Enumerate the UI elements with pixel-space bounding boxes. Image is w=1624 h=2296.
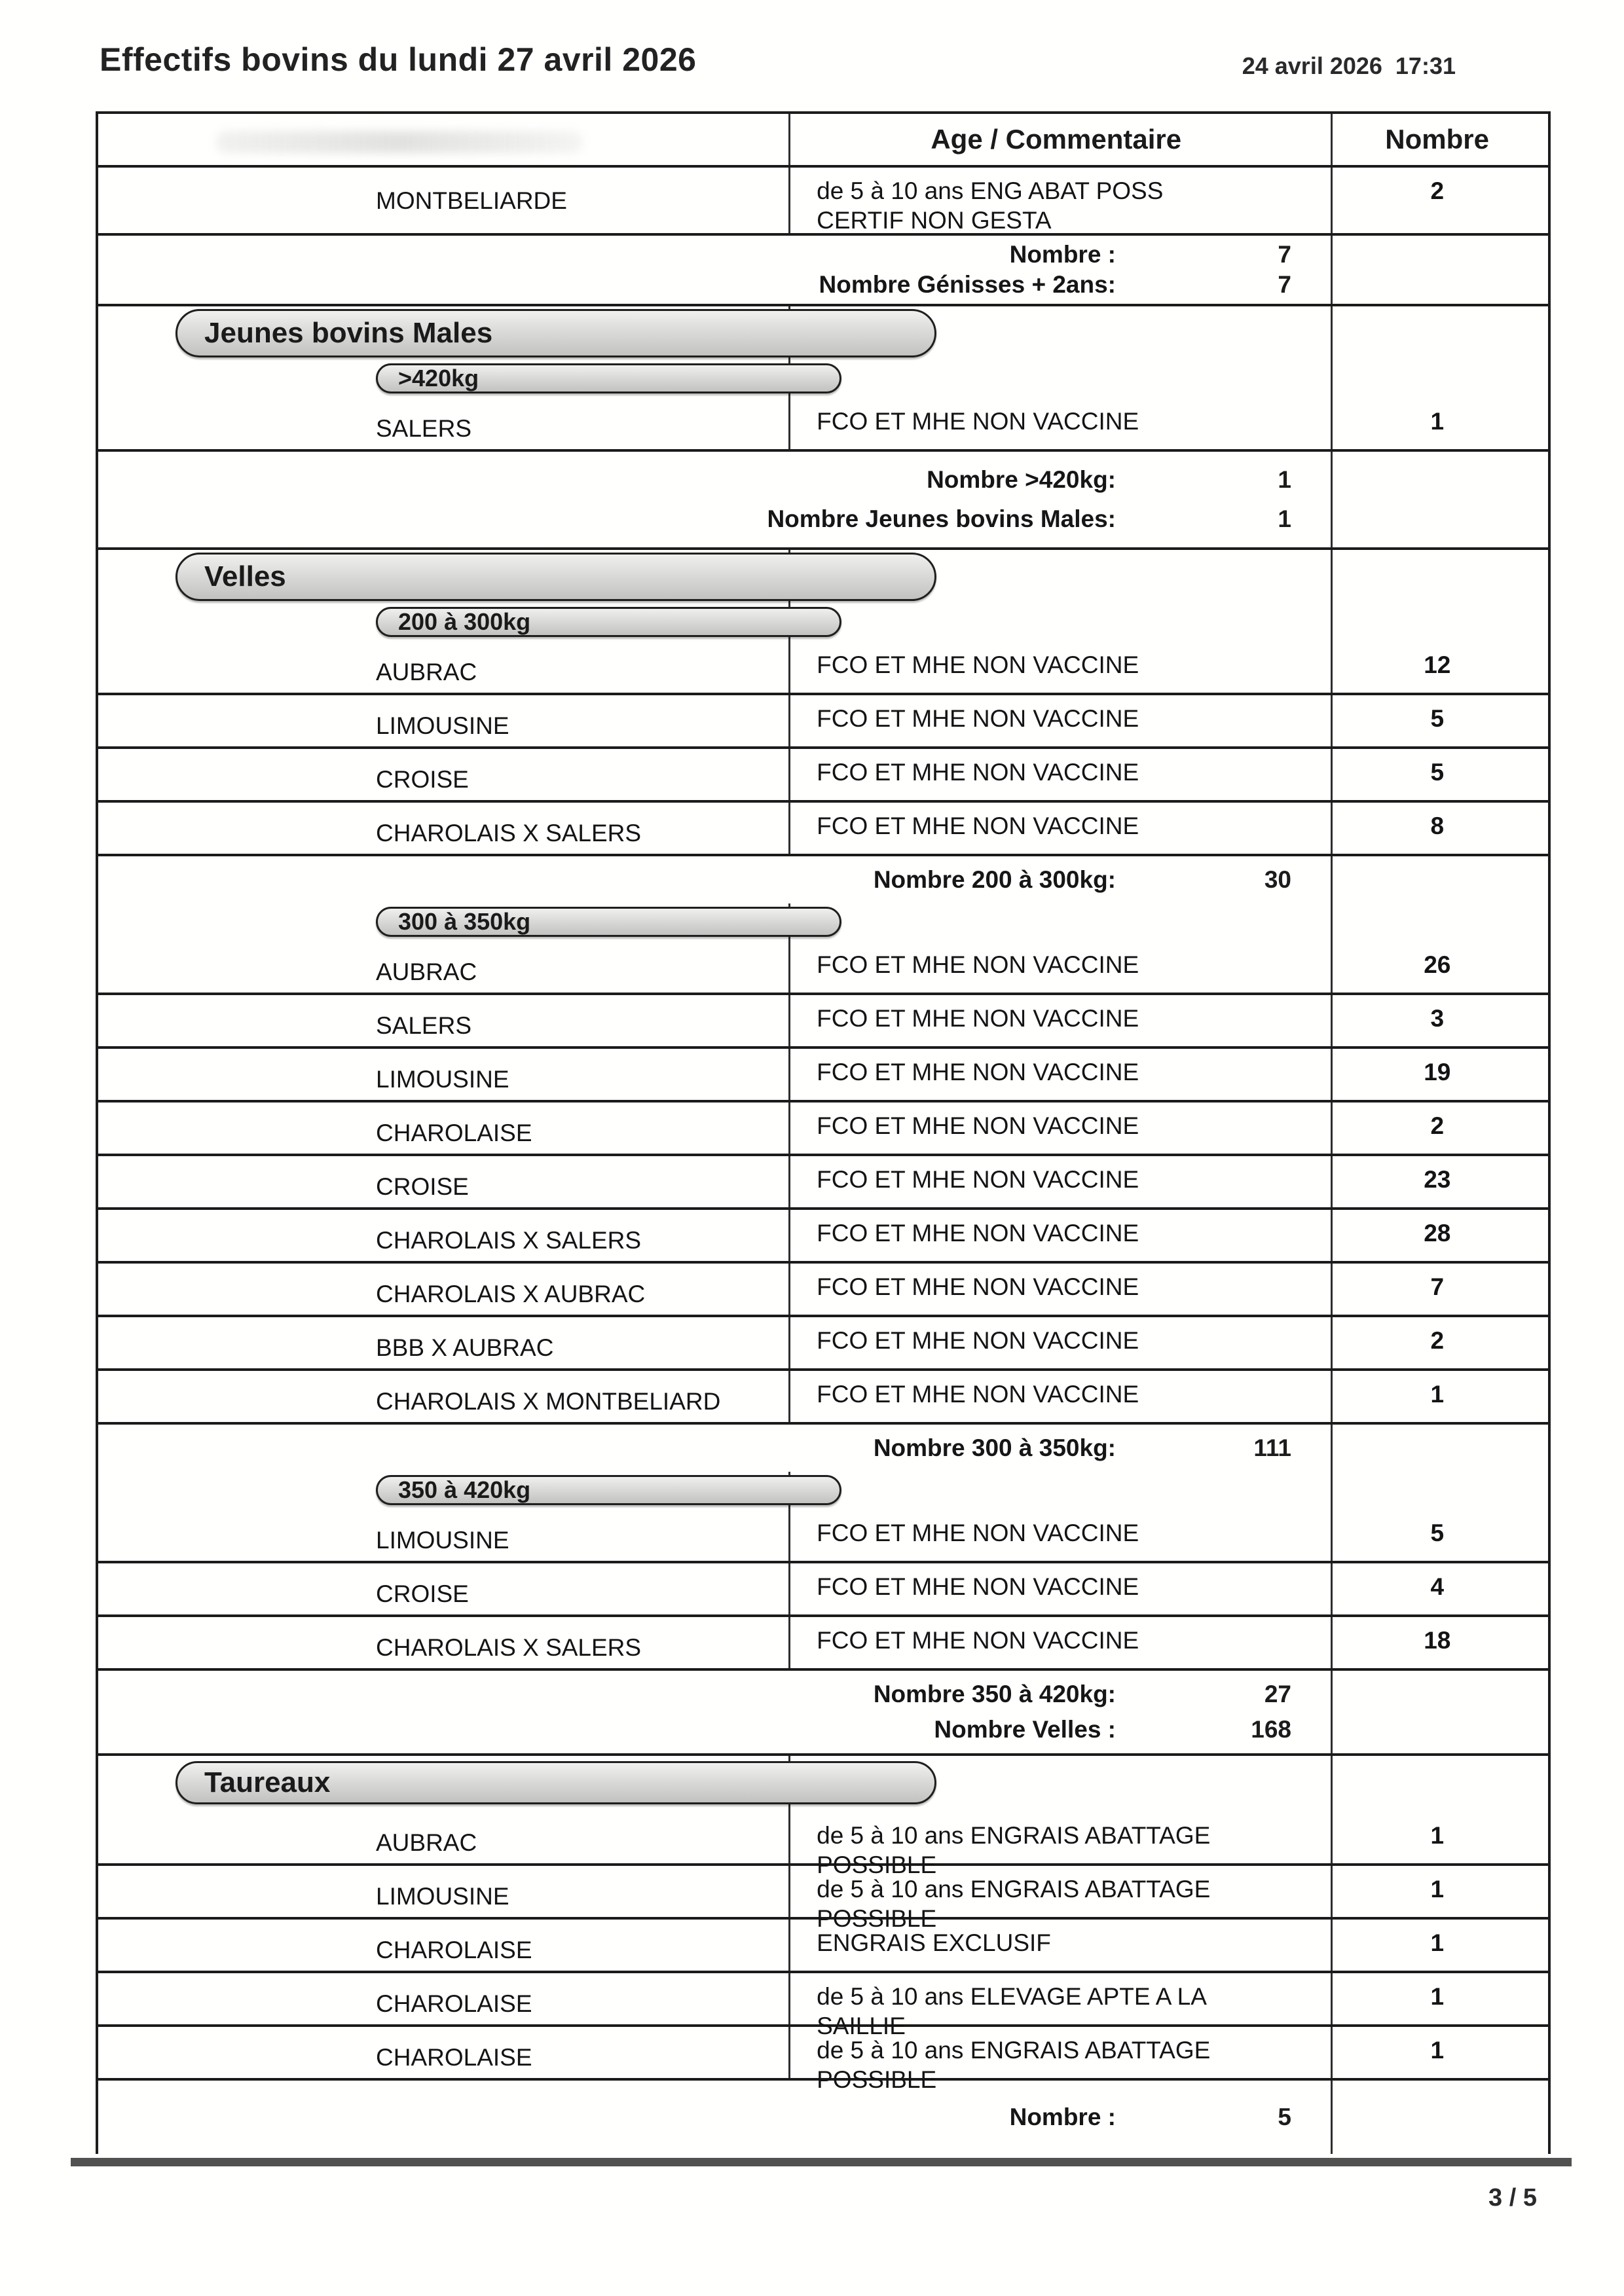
section-pill-taureaux: [175, 1761, 936, 1804]
summary-block-300-350kg: [98, 1425, 1548, 1472]
age-comment-cell: [786, 2027, 1326, 2094]
breed-cell: CHAROLAIS X AUBRAC: [376, 1281, 646, 1307]
table-row: [98, 695, 1548, 749]
summary-block-jeunes-bovins-males: [98, 452, 1548, 550]
breed-cell: CHAROLAISE: [376, 1120, 532, 1146]
summary-value: 7: [1278, 241, 1291, 268]
summary-value: 5: [1278, 2104, 1291, 2130]
age-comment-cell: [786, 941, 1326, 993]
breed-cell: CROISE: [376, 1173, 469, 1200]
table-row: [98, 995, 1548, 1049]
comment-text: FCO ET MHE NON VACCINE: [817, 1520, 1139, 1546]
column-header-nombre: Nombre: [1385, 124, 1489, 155]
breed-cell: CHAROLAIS X SALERS: [376, 1634, 642, 1661]
count-cell: 8: [1430, 812, 1445, 839]
breed-cell: LIMOUSINE: [376, 712, 509, 739]
section-pill-label: Taureaux: [204, 1766, 331, 1798]
comment-text: FCO ET MHE NON VACCINE: [817, 705, 1139, 732]
count-cell: 2: [1430, 1327, 1445, 1354]
count-cell: 5: [1430, 759, 1445, 786]
age-comment-cell: [786, 1264, 1326, 1315]
count-cell: 2: [1430, 1112, 1445, 1139]
summary-label: Nombre 300 à 350kg:: [873, 1434, 1116, 1461]
summary-row: [98, 270, 1325, 300]
breed-cell: CHAROLAISE: [376, 1990, 532, 2017]
summary-label: Nombre Jeunes bovins Males:: [767, 505, 1116, 532]
comment-text: FCO ET MHE NON VACCINE: [817, 812, 1139, 839]
table-row: [98, 1264, 1548, 1317]
weight-pill-label: 200 à 300kg: [398, 608, 531, 635]
table-header-row: [98, 114, 1548, 168]
summary-label: Nombre Velles :: [934, 1715, 1116, 1743]
comment-text: de 5 à 10 ans ENGRAIS ABATTAGE POSSIBLE: [817, 2037, 1211, 2094]
weight-pill-300-350kg: [376, 907, 841, 937]
age-comment-cell: [786, 1156, 1326, 1207]
comment-text: FCO ET MHE NON VACCINE: [817, 1005, 1139, 1032]
table-row: [98, 1049, 1548, 1102]
weight-pill-label: 350 à 420kg: [398, 1476, 531, 1503]
weight-band-420kg: [98, 360, 1548, 398]
summary-label: Nombre Génisses + 2ans:: [819, 271, 1116, 299]
table-row: [98, 1210, 1548, 1264]
breed-cell: AUBRAC: [376, 1829, 477, 1856]
summary-block-200-300kg: [98, 856, 1548, 903]
age-comment-cell: [786, 1563, 1326, 1614]
comment-text: FCO ET MHE NON VACCINE: [817, 1273, 1139, 1300]
summary-row: [98, 240, 1325, 270]
count-cell: 18: [1424, 1627, 1451, 1654]
table-row: [98, 941, 1548, 995]
weight-pill-350-420kg: [376, 1475, 841, 1505]
age-comment-cell: [786, 398, 1326, 449]
table-row: [98, 1812, 1548, 1879]
breed-cell: LIMOUSINE: [376, 1883, 509, 1910]
count-cell: 1: [1430, 2037, 1445, 2064]
comment-text: FCO ET MHE NON VACCINE: [817, 408, 1139, 435]
summary-value: 30: [1264, 866, 1291, 893]
breed-cell: AUBRAC: [376, 659, 477, 685]
table-row: [98, 1920, 1548, 1973]
table-row: [98, 803, 1548, 856]
table-row: [98, 1156, 1548, 1210]
count-cell: 1: [1430, 1929, 1445, 1956]
table-row: [98, 1617, 1548, 1671]
count-cell: 12: [1424, 651, 1451, 678]
count-cell: 26: [1424, 951, 1451, 978]
table-row: [98, 1866, 1548, 1933]
breed-cell: CHAROLAISE: [376, 2044, 532, 2071]
count-cell: 19: [1424, 1059, 1451, 1085]
age-comment-cell: [786, 1866, 1326, 1933]
summary-value: 1: [1278, 505, 1291, 533]
comment-text: de 5 à 10 ans ENG ABAT POSS CERTIF NON GESTA: [817, 177, 1164, 234]
comment-text: FCO ET MHE NON VACCINE: [817, 759, 1139, 786]
section-band-jeunes-bovins-males: [98, 306, 1548, 360]
table-row: [98, 1102, 1548, 1156]
breed-cell: SALERS: [376, 1012, 472, 1039]
breed-cell: CHAROLAIS X SALERS: [376, 820, 642, 847]
weight-band-350-420kg: [98, 1472, 1548, 1510]
section-pill-label: Velles: [204, 560, 286, 592]
age-comment-cell: [786, 168, 1326, 233]
breed-cell: CHAROLAIS X MONTBELIARD: [376, 1388, 721, 1415]
count-cell: 7: [1430, 1273, 1445, 1300]
count-cell: 1: [1430, 1876, 1445, 1903]
comment-text: de 5 à 10 ans ENGRAIS ABATTAGE POSSIBLE: [817, 1876, 1211, 1933]
summary-row: [98, 465, 1325, 495]
age-comment-cell: [786, 995, 1326, 1046]
comment-text: FCO ET MHE NON VACCINE: [817, 1059, 1139, 1085]
page-number: 3 / 5: [1488, 2184, 1537, 2212]
comment-text: FCO ET MHE NON VACCINE: [817, 651, 1139, 678]
comment-text: FCO ET MHE NON VACCINE: [817, 1220, 1139, 1247]
age-comment-cell: [786, 1920, 1326, 1971]
weight-pill-420kg: [376, 363, 841, 393]
count-cell: 23: [1424, 1166, 1451, 1193]
count-cell: 2: [1430, 177, 1445, 204]
age-comment-cell: [786, 1317, 1326, 1368]
summary-label: Nombre >420kg:: [927, 465, 1116, 493]
summary-block-genisses: [98, 236, 1548, 306]
table-row: [98, 642, 1548, 695]
summary-block-velles-total: [98, 1671, 1548, 1756]
summary-label: Nombre :: [1009, 2103, 1116, 2130]
count-cell: 5: [1430, 1520, 1445, 1546]
section-pill-velles: [175, 553, 936, 601]
breed-cell: CHAROLAISE: [376, 1937, 532, 1963]
breed-cell: MONTBELIARDE: [376, 187, 567, 214]
weight-pill-label: >420kg: [398, 365, 479, 392]
count-cell: 4: [1430, 1573, 1445, 1600]
table-row: [98, 749, 1548, 803]
table-row: [98, 1510, 1548, 1563]
summary-value: 168: [1251, 1715, 1291, 1743]
age-comment-cell: [786, 1102, 1326, 1154]
comment-text: de 5 à 10 ans ENGRAIS ABATTAGE POSSIBLE: [817, 1822, 1211, 1879]
scan-bleedthrough-artifact: [216, 131, 583, 153]
footer-rule: [71, 2158, 1572, 2166]
table-row: [98, 1563, 1548, 1617]
section-pill-label: Jeunes bovins Males: [204, 317, 493, 349]
breed-cell: CHAROLAIS X SALERS: [376, 1227, 642, 1254]
comment-text: FCO ET MHE NON VACCINE: [817, 1627, 1139, 1654]
weight-band-300-350kg: [98, 903, 1548, 941]
count-cell: 5: [1430, 705, 1445, 732]
age-comment-cell: [786, 1973, 1326, 2040]
summary-value: 1: [1278, 465, 1291, 493]
breed-cell: LIMOUSINE: [376, 1066, 509, 1093]
section-band-taureaux: [98, 1756, 1548, 1812]
count-cell: 28: [1424, 1220, 1451, 1247]
breed-cell: CROISE: [376, 1580, 469, 1607]
section-band-velles: [98, 550, 1548, 604]
count-cell: 1: [1430, 1983, 1445, 2010]
summary-row: [98, 1715, 1325, 1745]
summary-row: [98, 1433, 1325, 1463]
count-cell: 3: [1430, 1005, 1445, 1032]
summary-label: Nombre 200 à 300kg:: [873, 866, 1116, 893]
summary-row: [98, 504, 1325, 534]
comment-text: FCO ET MHE NON VACCINE: [817, 951, 1139, 978]
table-row: [98, 1317, 1548, 1371]
print-timestamp: 24 avril 2026 17:31: [1242, 52, 1456, 79]
table-row: [98, 398, 1548, 452]
header-breed-column: [98, 114, 786, 165]
column-header-age-comment: Age / Commentaire: [931, 124, 1182, 155]
summary-label: Nombre :: [1009, 241, 1116, 268]
table-row: [98, 168, 1548, 236]
age-comment-cell: [786, 695, 1326, 746]
comment-text: ENGRAIS EXCLUSIF: [817, 1929, 1051, 1956]
breed-cell: SALERS: [376, 415, 472, 442]
summary-value: 27: [1264, 1681, 1291, 1708]
cattle-inventory-table: [96, 111, 1551, 2154]
table-row: [98, 2027, 1548, 2094]
comment-text: FCO ET MHE NON VACCINE: [817, 1327, 1139, 1354]
comment-text: FCO ET MHE NON VACCINE: [817, 1112, 1139, 1139]
summary-row: [98, 2102, 1325, 2132]
age-comment-cell: [786, 1812, 1326, 1879]
age-comment-cell: [786, 1210, 1326, 1261]
section-pill-jeunes-bovins-males: [175, 309, 936, 357]
page-title: Effectifs bovins du lundi 27 avril 2026: [100, 41, 697, 78]
weight-pill-label: 300 à 350kg: [398, 908, 531, 935]
count-cell: 1: [1430, 1822, 1445, 1849]
age-comment-cell: [786, 1049, 1326, 1100]
age-comment-cell: [786, 749, 1326, 800]
breed-cell: CROISE: [376, 766, 469, 793]
table-row: [98, 1973, 1548, 2040]
comment-text: FCO ET MHE NON VACCINE: [817, 1381, 1139, 1408]
breed-cell: LIMOUSINE: [376, 1527, 509, 1554]
summary-block-taureaux: [98, 2081, 1548, 2154]
summary-value: 7: [1278, 271, 1291, 299]
summary-label: Nombre 350 à 420kg:: [873, 1681, 1116, 1708]
comment-text: FCO ET MHE NON VACCINE: [817, 1573, 1139, 1600]
breed-cell: BBB X AUBRAC: [376, 1334, 554, 1361]
count-cell: 1: [1430, 1381, 1445, 1408]
age-comment-cell: [786, 1510, 1326, 1561]
count-cell: 1: [1430, 408, 1445, 435]
age-comment-cell: [786, 803, 1326, 854]
summary-value: 111: [1253, 1434, 1291, 1461]
age-comment-cell: [786, 1371, 1326, 1422]
comment-text: de 5 à 10 ans ELEVAGE APTE A LA SAILLIE: [817, 1983, 1206, 2040]
summary-row: [98, 865, 1325, 895]
age-comment-cell: [786, 1617, 1326, 1668]
age-comment-cell: [786, 642, 1326, 693]
weight-band-200-300kg: [98, 604, 1548, 642]
summary-row: [98, 1679, 1325, 1709]
comment-text: FCO ET MHE NON VACCINE: [817, 1166, 1139, 1193]
table-row: [98, 1371, 1548, 1425]
weight-pill-200-300kg: [376, 607, 841, 637]
breed-cell: AUBRAC: [376, 958, 477, 985]
